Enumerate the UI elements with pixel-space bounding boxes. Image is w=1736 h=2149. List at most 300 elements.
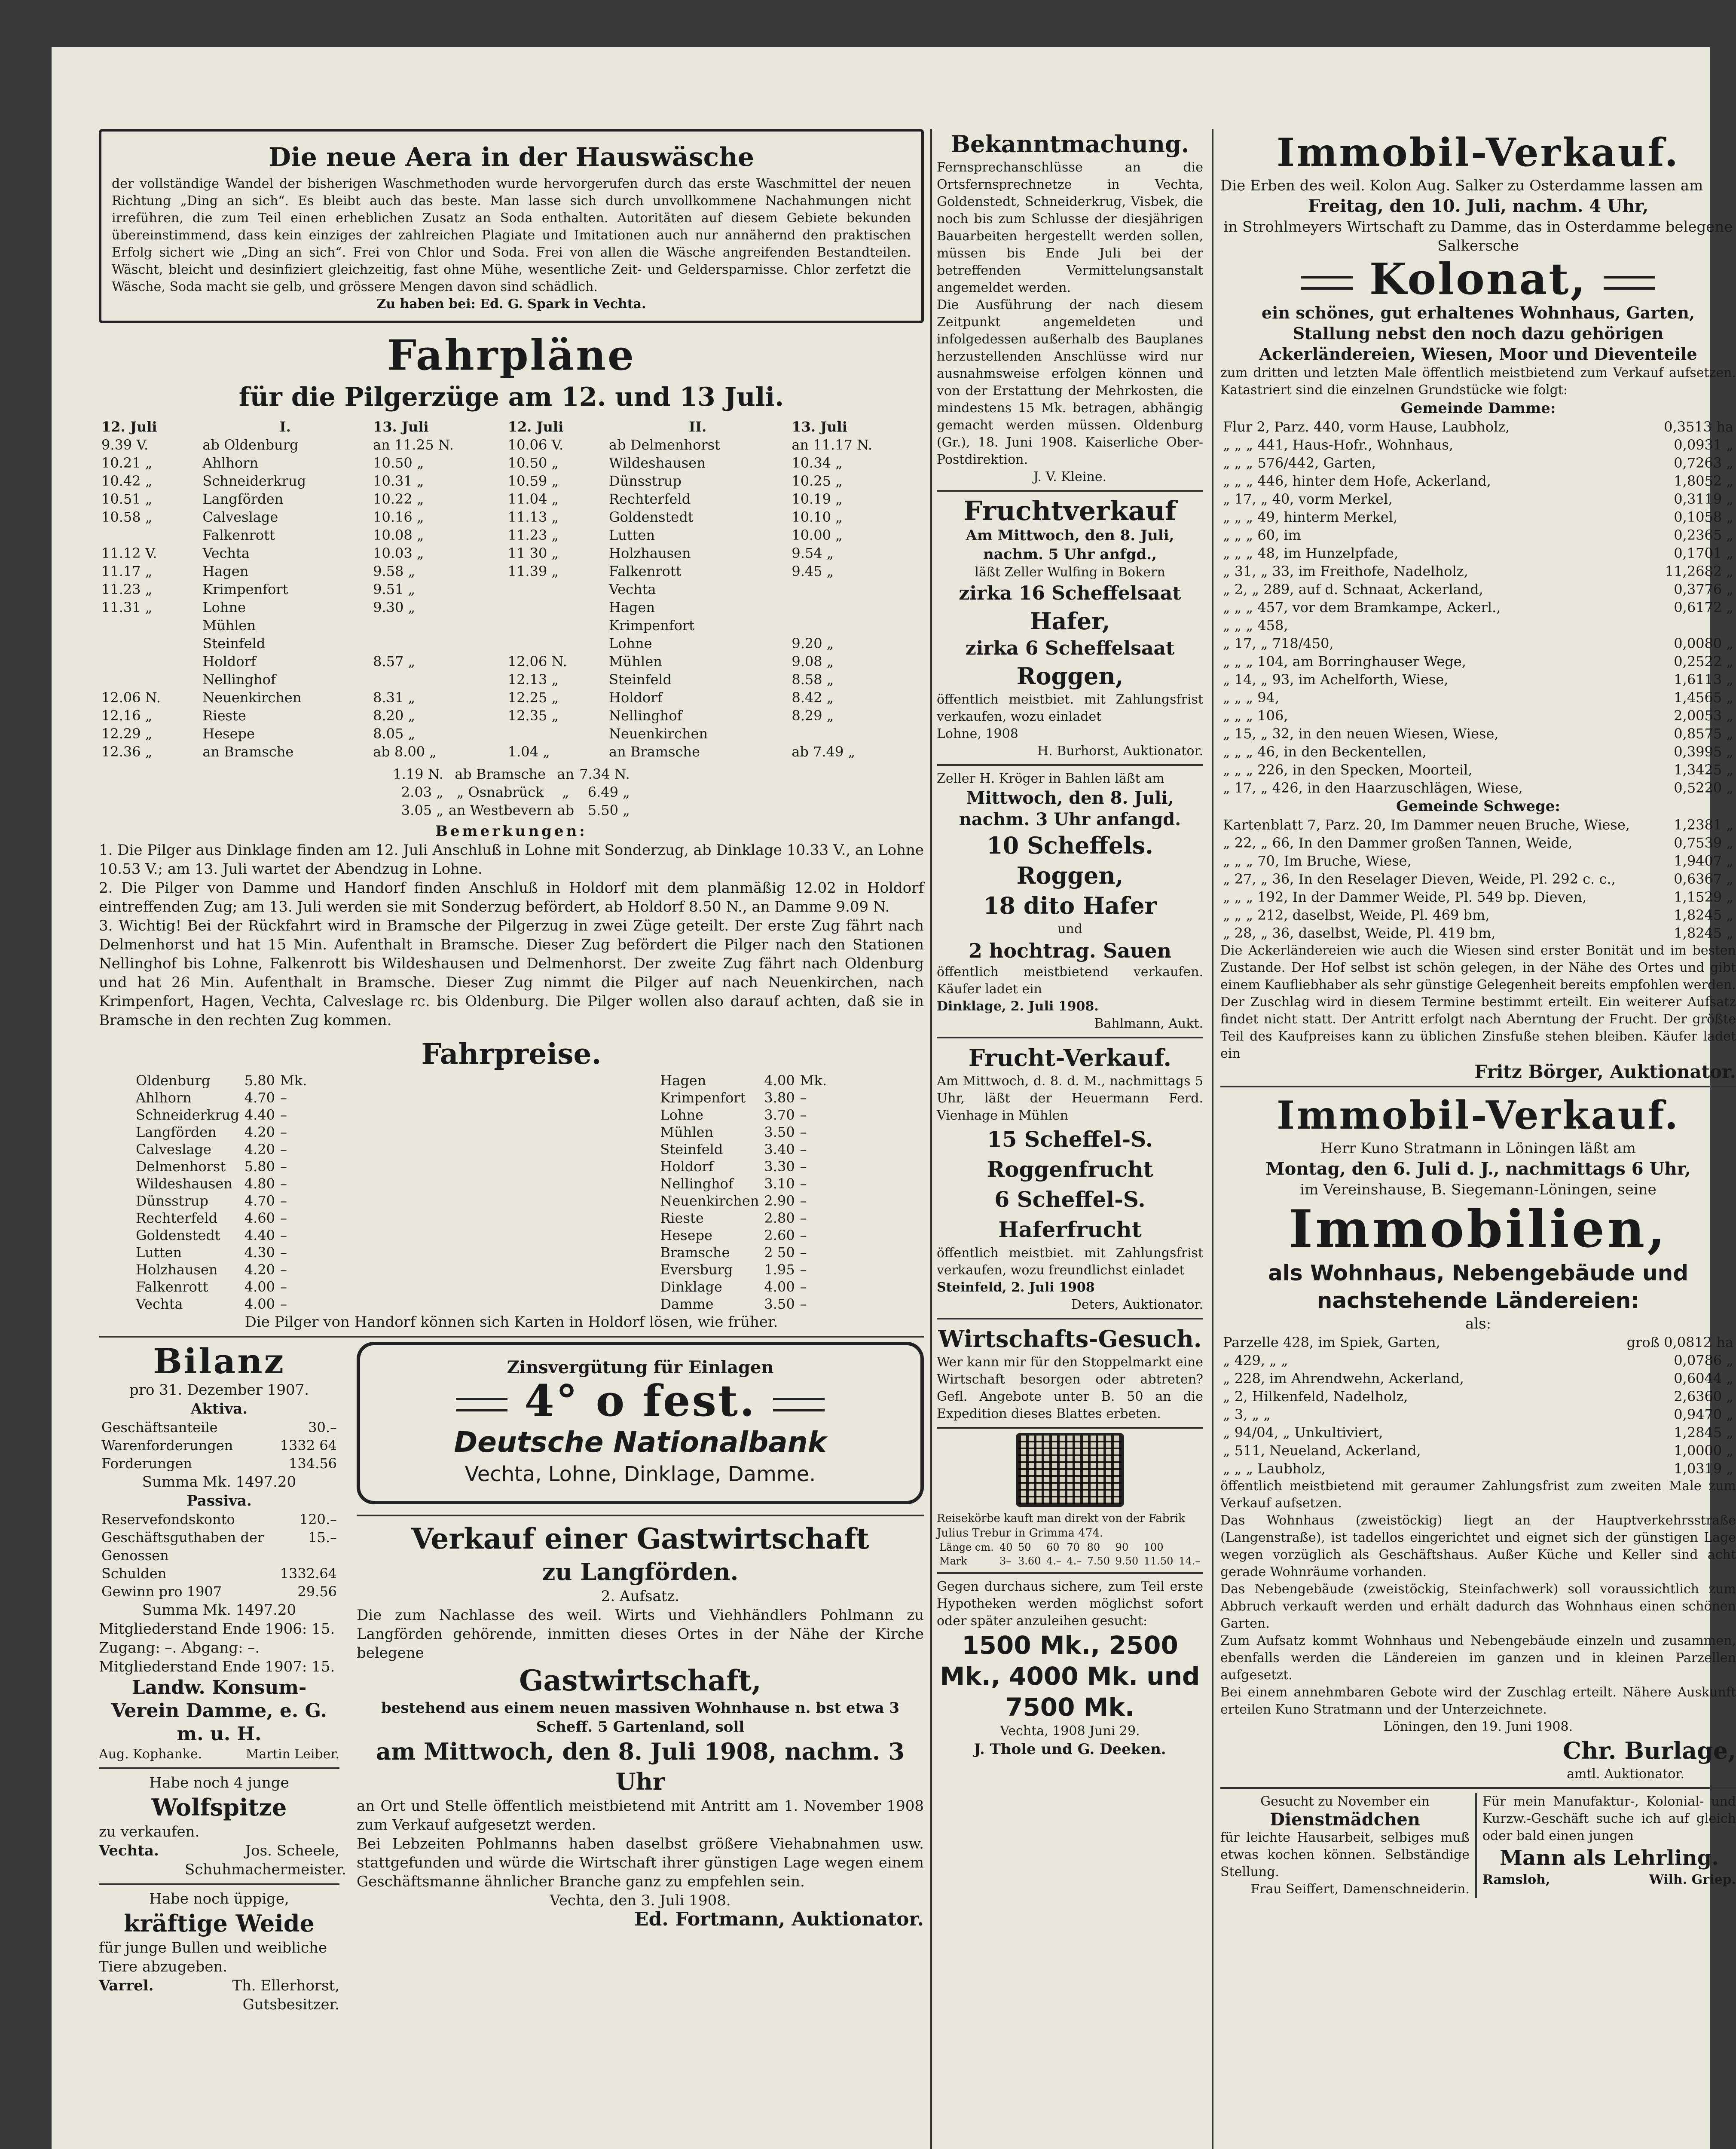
divider (937, 1572, 1203, 1574)
kroeger-text-2: öffentlich meistbietend verkaufen. Käufer ladet ein (937, 964, 1203, 997)
plot-row-cell: „ 31, „ 33, im Freithofe, Nadelholz, (1223, 563, 1468, 579)
column-divider-2 (1212, 129, 1213, 2149)
immo-row-cell: groß 0,0812 ha (1626, 1334, 1733, 1350)
reise-cell: 50 (1018, 1541, 1031, 1553)
wolf-text: zu verkaufen. (99, 1823, 200, 1840)
kolonat-text-2: zum dritten und letzten Male öffentlich meistbietend zum Verkauf aufsetzen. Katastriert sind die einzelnen Grundstücke wie folgt: (1220, 365, 1736, 398)
bemerkung-item: 2. Die Pilger von Damme und Handorf finden Anschluß in Holdorf mit dem planmäßig 12.02 in Holdorf eintreffenden Zug; am 13. Juli werden sie mit Sonderzug befördert, ab Holdorf 8.50 N., an Damme 9.09 N. (99, 879, 924, 915)
timetable-extra-row-cell: 1.19 N. (393, 766, 443, 782)
timetable-extra-row-cell: 2.03 „ (401, 784, 443, 800)
th-col: 12. Juli (507, 419, 564, 435)
timetable-extra-row (390, 783, 632, 801)
fahrpreis-row-cell: 4.40 (244, 1227, 275, 1243)
fahrpreis-row (657, 1227, 829, 1244)
reise-cell: 14.– (1179, 1555, 1201, 1567)
fahrpreis-row-cell: Rechterfeld (136, 1210, 218, 1226)
fahrpreis-row-cell: Delmenhorst (136, 1158, 226, 1175)
immo-signature: Chr. Burlage, (1562, 1737, 1736, 1764)
timetable-row (99, 743, 924, 761)
immo-table (1220, 1333, 1736, 1478)
aktiva-label: Aktiva. (190, 1400, 248, 1417)
timetable-row-cell: Nellinghof (609, 707, 682, 724)
plot-row-cell: „ „ „ 60, im (1223, 527, 1301, 543)
fahrpreis-row-cell: 4.30 (244, 1244, 275, 1261)
fahrpreis-row-cell: 4.20 (244, 1124, 275, 1140)
divider (99, 1883, 339, 1885)
immo-row (1220, 1442, 1736, 1460)
weide-title: kräftige Weide (124, 1910, 315, 1937)
aera-dealer: Zu haben bei: Ed. G. Spark in Vechta. (376, 297, 646, 312)
passiva-row (99, 1510, 339, 1528)
timetable-row-cell: Holdorf (609, 689, 663, 706)
timetable-row-cell (505, 616, 606, 634)
timetable-body (99, 436, 924, 761)
fahrpreis-row-cell: Schneiderkrug (136, 1107, 239, 1123)
kroeger-line-3: 18 dito Hafer (983, 892, 1157, 919)
plot-row-cell: 1,2381 „ (1674, 817, 1733, 833)
kolonat-text: ein schönes, gut erhaltenes Wohnhaus, Garten, Stallung nebst den noch dazu gehörigen Ackerländereien, Wiesen, Moor und Dieventeile (1259, 303, 1697, 364)
fv2-line-2: Roggenfrucht (987, 1157, 1153, 1182)
plot-row-cell: 0,0931 „ (1674, 437, 1733, 453)
plot-row-cell: „ 17, „ 40, vorm Merkel, (1223, 491, 1393, 507)
plot-row-cell: „ 2, „ 289, auf d. Schnaat, Ackerland, (1223, 581, 1483, 597)
fahrpreis-row-cell: 3.50 (764, 1296, 795, 1312)
timetable-row (99, 689, 924, 707)
plot-row-cell: 1,8052 „ (1674, 473, 1733, 489)
divider (937, 1037, 1203, 1038)
plots-schwege-table (1220, 816, 1736, 942)
timetable-row-cell: Rieste (202, 707, 246, 724)
timetable-row-cell: 10.34 „ (792, 455, 843, 471)
immo-row (1220, 1351, 1736, 1369)
timetable-row-cell: Hagen (609, 599, 655, 615)
immo-row-cell: 2,6360 „ (1674, 1388, 1733, 1405)
plot-row-cell: „ „ „ 576/442, Garten, (1223, 455, 1376, 471)
plot-row-cell: 1,1529 „ (1674, 889, 1733, 905)
fahrpreis-row-cell: Bramsche (660, 1244, 730, 1261)
fahrpreis-row-cell: 2.90 (764, 1193, 795, 1209)
iv2-date: Montag, den 6. Juli d. J., nachmittags 6 Uhr, (1265, 1159, 1691, 1179)
small-ads (1220, 1793, 1736, 1898)
aktiva-row-cell: 1332 64 (280, 1437, 337, 1454)
aktiva-row-cell: Forderungen (101, 1455, 192, 1472)
fp-left-body (133, 1072, 309, 1313)
timetable-row-cell: Nellinghof (202, 671, 276, 688)
fahrpreis-row-cell: – (280, 1279, 287, 1295)
fahrpreis-row-cell: 2.60 (764, 1227, 795, 1243)
fahrpreis-row (657, 1192, 829, 1209)
frucht-title: Fruchtverkauf (963, 495, 1177, 527)
plot-row-cell: 1,6113 „ (1674, 671, 1733, 688)
timetable-row-cell: 10.03 „ (373, 545, 424, 561)
fahrpreis-row-cell: Dinklage (660, 1279, 722, 1295)
timetable-row-cell: an 11.25 N. (373, 437, 454, 453)
wg-title: Wirtschafts-Gesuch. (938, 1325, 1202, 1353)
timetable-row-cell: Ahlhorn (202, 455, 259, 471)
fahrpreis-row-cell: – (280, 1158, 287, 1175)
dienst-ad (1220, 1793, 1470, 1898)
bank-name: Deutsche Nationalbank (454, 1426, 827, 1459)
fahrpreis-row-cell: Mk. (280, 1072, 307, 1089)
plot-row (1220, 670, 1736, 689)
timetable-row-cell (99, 526, 200, 544)
immo-row-cell: 0,6044 „ (1674, 1370, 1733, 1387)
immo-row (1220, 1387, 1736, 1405)
kolonat-text-4: Der Zuschlag wird in diesem Termine bestimmt erteilt. Ein weiterer Aufsatz findet nicht statt. Der Antritt erfolgt nach Aberntung der Frucht. Der größte Teil des Kaufpreises kann zu üblichen Zinsfuße stehen bleiben. Käufer ladet ein (1220, 995, 1736, 1061)
plot-row (1220, 689, 1736, 707)
fahrpreis-row (657, 1295, 829, 1313)
fahrpreis-row-cell: 4.70 (244, 1090, 275, 1106)
fahrpreis-row-cell: – (800, 1244, 807, 1261)
column-2 (937, 129, 1203, 1759)
plot-row-cell: „ „ „ 457, vor dem Bramkampe, Ackerl., (1223, 599, 1501, 615)
plot-row-cell: 1,8245 „ (1674, 907, 1733, 923)
fv2-signature: Deters, Auktionator. (1071, 1297, 1203, 1312)
divider (937, 1318, 1203, 1319)
gast-text-1: Die zum Nachlasse des weil. Wirts und Viehhändlers Pohlmann zu Langförden gehörende, inmitten dieses Ortes in der Nähe der Kirche belegene (357, 1607, 924, 1662)
plot-row-cell: „ 28, „ 36, daselbst, Weide, Pl. 419 bm, (1223, 925, 1496, 941)
passiva-sum: Summa Mk. 1497.20 (142, 1601, 296, 1619)
lehr-place: Ramsloh, (1482, 1872, 1550, 1887)
immo-als: als: (1465, 1315, 1491, 1332)
immo-row-cell: 1,0000 „ (1674, 1442, 1733, 1459)
fahrpreis-row-cell: – (280, 1210, 287, 1226)
timetable-row-cell: Langförden (202, 491, 284, 507)
frucht-line-3: zirka 6 Scheffelsaat (965, 637, 1175, 659)
fahrpreis-row-cell: Steinfeld (660, 1141, 723, 1157)
reise-cell: 90 (1115, 1541, 1129, 1553)
column-divider-1 (930, 129, 932, 2149)
passiva-row (99, 1583, 339, 1601)
fahrpreis-row-cell: Vechta (136, 1296, 183, 1312)
fahrpreis-row-cell: Dünsstrup (136, 1193, 208, 1209)
weide-intro: Habe noch üppige, (149, 1890, 289, 1907)
timetable-row-cell (789, 580, 924, 598)
fahrpreis-row-cell: Mk. (800, 1072, 827, 1089)
fahrpreis-row-cell: 3.70 (764, 1107, 795, 1123)
timetable-row-cell: 10.25 „ (792, 473, 843, 489)
passiva-row-cell: 29.56 (297, 1583, 337, 1600)
fahrpreis-row-cell: 4.00 (764, 1072, 795, 1089)
hyp-place: Vechta, 1908 Juni 29. (1000, 1723, 1140, 1739)
gast-title: Verkauf einer Gastwirtschaft (411, 1522, 869, 1555)
fahrpreis-row-cell: Calveslage (136, 1141, 211, 1157)
plot-row-cell: „ „ „ 94, (1223, 689, 1280, 706)
fahrpreis-row-cell: Holzhausen (136, 1261, 218, 1278)
immo-row-cell: „ 2, Hilkenfeld, Nadelholz, (1223, 1388, 1408, 1405)
ornament-bar (773, 1398, 825, 1411)
fahrpreise-note: Die Pilger von Handorf können sich Karten in Holdorf lösen, wie früher. (245, 1313, 778, 1331)
passiva-row-cell: Reservefondskonto (101, 1511, 235, 1528)
ornament-bar (1604, 276, 1655, 290)
aktiva-body (99, 1418, 339, 1472)
bilanz-date: pro 31. Dezember 1907. (129, 1381, 309, 1399)
reise-row-2 (937, 1554, 1203, 1568)
timetable-row-cell: 11.12 V. (101, 545, 157, 561)
lower-section (99, 1342, 924, 2014)
reise-cell: 80 (1087, 1541, 1100, 1553)
fahrpreise-right (657, 1072, 829, 1313)
plot-row (1220, 580, 1736, 598)
divider (99, 1767, 339, 1769)
passiva-label: Passiva. (186, 1492, 252, 1509)
immo-row-cell: 1,0319 „ (1674, 1460, 1733, 1477)
fahrpreis-row (657, 1106, 829, 1123)
fahrpreis-row-cell: – (280, 1107, 287, 1123)
fahrpreis-row-cell: 4.00 (764, 1279, 795, 1295)
timetable-row-cell (99, 616, 200, 634)
timetable-row (99, 544, 924, 562)
hyp-signature: J. Thole und G. Deeken. (974, 1741, 1166, 1758)
fv2-line-4: Haferfrucht (998, 1217, 1142, 1242)
timetable-row-cell: 8.42 „ (792, 689, 834, 706)
plot-row-cell: „ „ „ 46, in den Beckentellen, (1223, 744, 1427, 760)
timetable-extra-row-cell: an Westbevern (448, 802, 552, 818)
passiva-row-cell: 120.– (299, 1511, 337, 1528)
kroeger-line-2: Roggen, (1016, 862, 1124, 889)
timetable-row-cell (370, 616, 505, 634)
fahrpreis-row-cell: 4.00 (244, 1296, 275, 1312)
timetable-row (99, 436, 924, 454)
timetable-row-cell: 8.31 „ (373, 689, 416, 706)
timetable-row-cell: 10.16 „ (373, 509, 424, 525)
basket-icon (1016, 1433, 1124, 1507)
plot-row-cell: 0,3119 „ (1674, 491, 1733, 507)
plot-row (1220, 852, 1736, 870)
plot-row (1220, 761, 1736, 779)
small-ads-divider (1475, 1793, 1477, 1898)
bek-text: Fernsprechanschlüsse an die Ortsfernsprechnetze in Vechta, Goldenstedt, Schneiderkrug, Visbek, die noch bis zum Schlusse der diesjährigen Bauarbeiten hergestellt werden sollen, müssen bis Ende Juli bei der betreffenden Vermittelungsanstalt angemeldet werden. (937, 160, 1203, 295)
timetable-row-cell: 8.57 „ (373, 653, 416, 670)
plot-row-cell: 0,0080 „ (1674, 635, 1733, 652)
fahrpreis-row (133, 1192, 309, 1209)
timetable-row-cell: an Bramsche (609, 744, 700, 760)
divider (357, 1515, 924, 1516)
bank-ad (357, 1342, 924, 1504)
divider (1220, 1086, 1736, 1087)
plot-row (1220, 743, 1736, 761)
timetable-row-cell: 11.23 „ (507, 527, 559, 543)
fahrpreis-row-cell: Goldenstedt (136, 1227, 220, 1243)
wolf-sig: Jos. Scheele, Schuhmachermeister. (185, 1842, 346, 1878)
fahrpreis-row (133, 1141, 309, 1158)
timetable-row-cell: 12.36 „ (101, 744, 153, 760)
fahrpreis-row-cell: – (800, 1261, 807, 1278)
weide-place: Varrel. (99, 1977, 154, 1994)
fahrpreis-row-cell: 4.80 (244, 1176, 275, 1192)
immo-row (1220, 1405, 1736, 1423)
plot-row-cell: „ 27, „ 36, In den Reselager Dieven, Weide, Pl. 292 c. c., (1223, 871, 1616, 887)
plot-row (1220, 888, 1736, 906)
timetable-row-cell: 10.31 „ (373, 473, 424, 489)
gast-text-2: bestehend aus einem neuen massiven Wohnhause n. bst etwa 3 Scheff. 5 Gartenland, soll (381, 1699, 899, 1736)
timetable-row-cell: Schneiderkrug (202, 473, 306, 489)
gast-text-3: an Ort und Stelle öffentlich meistbietend mit Antritt am 1. November 1908 zum Verkauf aufgesetzt werden. (357, 1797, 924, 1834)
divider (1220, 1787, 1736, 1789)
timetable-row (99, 508, 924, 526)
fahrpreis-row-cell: – (280, 1193, 287, 1209)
fahrpreis-row-cell: 3.50 (764, 1124, 795, 1140)
aktiva-row-cell: 30.– (308, 1419, 337, 1436)
timetable-row-cell: Calveslage (202, 509, 278, 525)
reise-cell: 11.50 (1143, 1555, 1174, 1567)
timetable-row-cell: an 11.17 N. (792, 437, 873, 453)
fahrpreis-row-cell: Rieste (660, 1210, 704, 1226)
timetable-extra-body (390, 765, 632, 819)
timetable-row-cell: 9.30 „ (373, 599, 416, 615)
timetable-row-cell: Neuenkirchen (202, 689, 302, 706)
fahrpreis-row (133, 1123, 309, 1141)
plot-row-cell: „ „ „ 70, Im Bruche, Wiese, (1223, 853, 1412, 869)
fahrpreis-row-cell: – (800, 1296, 807, 1312)
timetable-row-cell: Krimpenfort (609, 617, 695, 634)
timetable-extra-row-cell: ab (557, 802, 575, 818)
fahrpreis-row-cell: 3.40 (764, 1141, 795, 1157)
fahrpreis-row-cell: 4.20 (244, 1261, 275, 1278)
fp-right-body (657, 1072, 829, 1313)
timetable-extra-row-cell: „ Osnabrück (456, 784, 544, 800)
plot-row-cell: 0,3776 „ (1674, 581, 1733, 597)
fahrpreis-row-cell: 5.80 (244, 1072, 275, 1089)
fahrpreis-row (133, 1209, 309, 1227)
plot-row-cell: 0,1701 „ (1674, 545, 1733, 561)
fahrpreise-tables (99, 1072, 924, 1313)
passiva-body (99, 1510, 339, 1601)
immo-text-3: Das Nebengebäude (zweistöckig, Steinfachwerk) soll voraussichtlich zum Abbruch verkauft werden und erhält dadurch das Wohnhaus einen schönen Garten. (1220, 1582, 1736, 1631)
kolonat-text-3: Die Ackerländereien wie auch die Wiesen sind erster Bonität und im besten Zustande. Der Hof selbst ist schön gelegen, in der Nähe des Ortes und gibt einem Kaufliebhaber als sehr günstige Gelegenheit bereits empfohlen werden. (1220, 943, 1736, 992)
timetable-row-cell: 11.39 „ (507, 563, 559, 579)
th-col: I. (279, 419, 291, 435)
bilanz-title: Bilanz (153, 1341, 285, 1381)
timetable-row-cell: Holzhausen (609, 545, 691, 561)
timetable-row-cell: 9.58 „ (373, 563, 416, 579)
fahrpreis-row-cell: Lohne (660, 1107, 703, 1123)
timetable-row-cell: Wildeshausen (609, 455, 706, 471)
plot-row-cell: „ „ „ 104, am Borringhauser Wege, (1223, 653, 1466, 670)
timetable-row-cell: Hesepe (202, 726, 255, 742)
fahrpreis-row-cell: – (800, 1193, 807, 1209)
plot-row (1220, 526, 1736, 544)
fahrpreis-row-cell: Mühlen (660, 1124, 714, 1140)
timetable-row-cell: Mühlen (202, 617, 256, 634)
plot-row-cell: 0,7263 „ (1674, 455, 1733, 471)
plot-row (1220, 924, 1736, 942)
plot-row-cell: 0,3995 „ (1674, 744, 1733, 760)
timetable-extra-row-cell: 6.49 „ (587, 784, 630, 800)
timetable-row-cell: 8.05 „ (373, 726, 416, 742)
lehr-text: Für mein Manufaktur-, Kolonial- und Kurzw.-Geschäft suche ich auf gleich oder bald einen jungen (1482, 1794, 1736, 1843)
divider (937, 490, 1203, 492)
timetable-row-cell: ab Oldenburg (202, 437, 299, 453)
plot-row (1220, 490, 1736, 508)
timetable-row-cell (505, 580, 606, 598)
plot-row (1220, 816, 1736, 834)
fv2-text-2: öffentlich meistbiet. mit Zahlungsfrist verkaufen, wozu freundlichst einladet (937, 1246, 1203, 1278)
fahrpreis-row (133, 1261, 309, 1278)
bank-places: Vechta, Lohne, Dinklage, Damme. (465, 1462, 816, 1486)
right-lower (357, 1342, 924, 2014)
plot-row-cell: 0,2522 „ (1674, 653, 1733, 670)
bemerkungen-title: Bemerkungen: (435, 823, 587, 840)
plot-row-cell: „ „ „ 226, in den Specken, Moorteil, (1223, 762, 1473, 778)
immo-row-cell: „ 3, „ „ (1223, 1406, 1271, 1423)
fahrpreis-row-cell: 4.00 (244, 1279, 275, 1295)
plot-row-cell: „ 22, „ 66, In den Dammer großen Tannen, Weide, (1223, 835, 1573, 851)
passiva-row (99, 1564, 339, 1583)
fahrpreis-row (657, 1278, 829, 1295)
fahrpreis-row (133, 1072, 309, 1089)
timetable-row-cell: 11.17 „ (101, 563, 153, 579)
fahrpreis-row-cell: 2.80 (764, 1210, 795, 1226)
timetable-row-cell: 10.50 „ (507, 455, 559, 471)
kroeger-signature: Bahlmann, Aukt. (1094, 1016, 1203, 1031)
fahrpreis-row-cell: – (280, 1090, 287, 1106)
timetable-row-cell: Vechta (609, 581, 656, 597)
gast-subtitle: zu Langförden. (542, 1558, 739, 1586)
bek-signature: J. V. Kleine. (1033, 469, 1107, 484)
kroeger-line-5: 2 hochtrag. Sauen (968, 939, 1172, 962)
column-3 (1220, 129, 1736, 1898)
plot-row-cell: Flur 2, Parz. 440, vorm Hause, Laubholz, (1223, 419, 1510, 435)
kolonat-heading (1220, 255, 1736, 303)
immo-place: Löningen, den 19. Juni 1908. (1383, 1719, 1573, 1734)
timetable-extra (390, 765, 632, 819)
fahrpreis-row-cell: 4.40 (244, 1107, 275, 1123)
dienst-signature: Frau Seiffert, Damenschneiderin. (1250, 1882, 1470, 1897)
plot-row-cell: „ „ „ 212, daselbst, Weide, Pl. 469 bm, (1223, 907, 1490, 923)
frucht-signature: H. Burhorst, Auktionator. (1037, 744, 1203, 759)
plot-row-cell: „ „ „ 48, im Hunzelpfade, (1223, 545, 1399, 561)
aktiva-table (99, 1418, 339, 1472)
timetable-row-cell: 10.06 V. (507, 437, 564, 453)
fahrplaene-title: Fahrpläne (387, 331, 636, 380)
timetable-extra-row-cell: „ (562, 784, 569, 800)
fahrpreis-row-cell: – (800, 1210, 807, 1226)
reise-cell: 60 (1046, 1541, 1060, 1553)
fahrpreis-row-cell: – (800, 1176, 807, 1192)
fahrpreis-row-cell: 3.30 (764, 1158, 795, 1175)
reise-cell: Länge cm. (939, 1541, 994, 1553)
dienst-text: für leichte Hausarbeit, selbiges muß etwas kochen können. Selbständige Stellung. (1220, 1830, 1470, 1880)
wg-text: Wer kann mir für den Stoppelmarkt eine Wirtschaft besorgen oder abtreten? Gefl. Angebote unter B. 50 an die Expedition dieses Blattes erbeten. (937, 1355, 1203, 1421)
timetable-row-cell: 10.50 „ (373, 455, 424, 471)
timetable-row-cell: 10.19 „ (792, 491, 843, 507)
fahrpreis-row-cell: Neuenkirchen (660, 1193, 759, 1209)
fahrpreis-row-cell: 4.20 (244, 1141, 275, 1157)
bek-text-2: Die Ausführung der nach diesem Zeitpunkt angemeldeten und infolgedessen außerhalb des Bauplanes herzustellenden Anschlüsse wird nur ausnahmsweise erfolgen können und von der Erstattung der Mehrkosten, die mindestens 15 Mk. betragen, abhängig gemacht werden müssen. Oldenburg (Gr.), 18. Juni 1908. Kaiserliche Ober-Postdirektion. (937, 297, 1203, 467)
timetable-extra-row (390, 801, 632, 819)
timetable-row (99, 526, 924, 544)
fahrpreis-row-cell: Holdorf (660, 1158, 714, 1175)
timetable-row-cell: Steinfeld (609, 671, 672, 688)
aktiva-row (99, 1436, 339, 1454)
timetable-row-cell (370, 634, 505, 652)
th-col: II. (689, 419, 707, 435)
gast-text-4: Bei Lebzeiten Pohlmanns haben daselbst größere Viehabnahmen usw. stattgefunden und würde die Wirtschaft ihrer günstigen Lage wegen einem Geschäftsmanne ähnlicher Branche ganz zu empfehlen sein. (357, 1835, 924, 1890)
timetable-row-cell: 11 30 „ (507, 545, 559, 561)
iv2-text: Herr Kuno Stratmann in Löningen läßt am (1320, 1140, 1636, 1157)
timetable-extra-row-cell: 5.50 „ (587, 802, 630, 818)
fahrpreis-row (133, 1158, 309, 1175)
plots-damme-body (1220, 418, 1736, 797)
fahrpreis-row (133, 1227, 309, 1244)
fahrplaene-subtitle: für die Pilgerzüge am 12. und 13 Juli. (238, 382, 784, 412)
fahrpreis-row (133, 1175, 309, 1192)
fahrpreis-row (657, 1158, 829, 1175)
timetable-row-cell: 10.59 „ (507, 473, 559, 489)
timetable-row-cell: 11.13 „ (507, 509, 559, 525)
timetable-row-cell: Vechta (202, 545, 250, 561)
